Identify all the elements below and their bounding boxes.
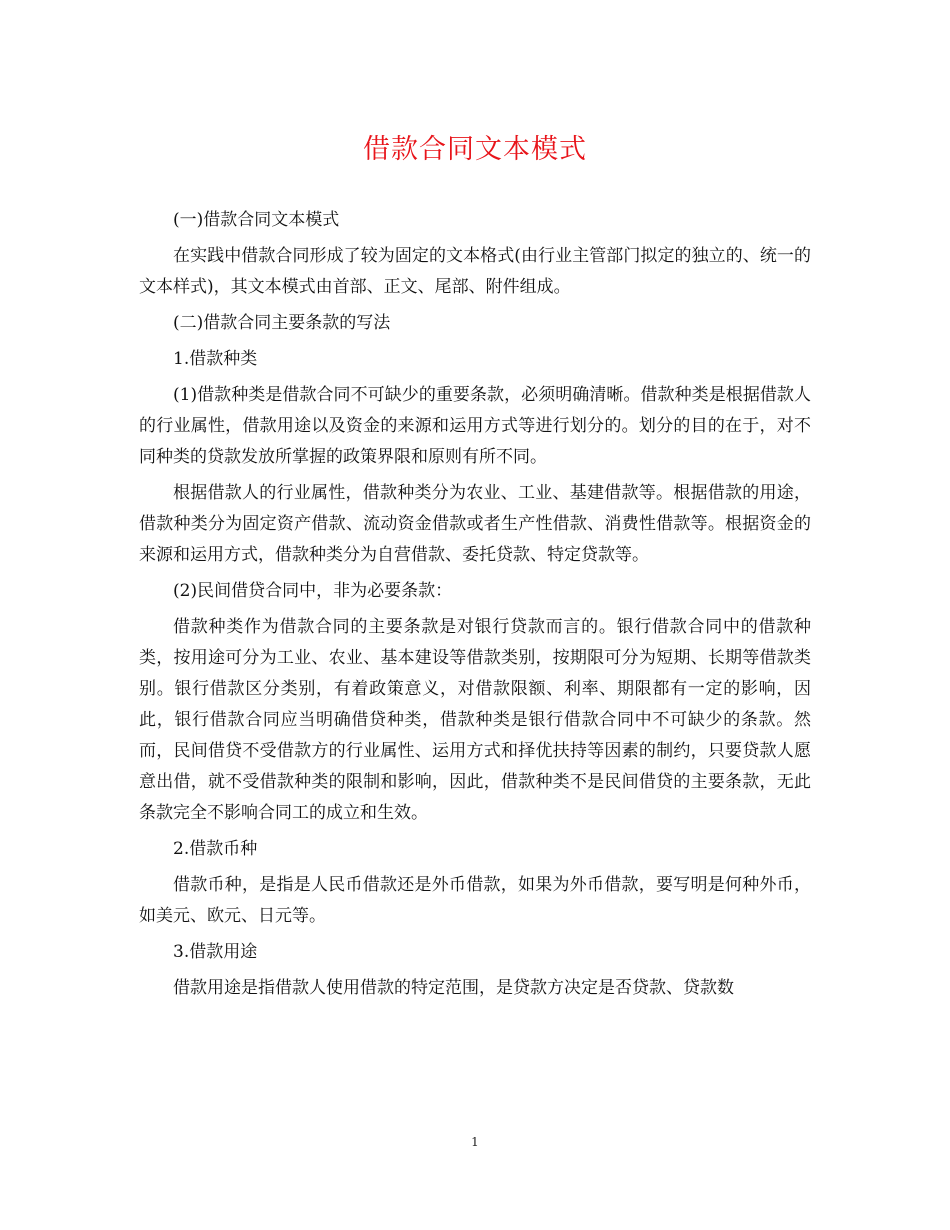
paragraph: 1.借款种类 <box>173 349 258 369</box>
paragraph: 借款币种，是指是人民币借款还是外币借款，如果为外币借款，要写明是何种外币，如美元、欧元、日元等。 <box>139 875 811 926</box>
paragraph: (二)借款合同主要条款的写法 <box>173 313 391 333</box>
paragraph: 根据借款人的行业属性，借款种类分为农业、工业、基建借款等。根据借款的用途，借款种类分为固定资产借款、流动资金借款或者生产性借款、消费性借款等。根据资金的来源和运用方式，借款种类分为自营借款、委托贷款、特定贷款等。 <box>139 483 811 565</box>
paragraph: (2)民间借贷合同中，非为必要条款： <box>173 581 453 601</box>
paragraph: (一)借款合同文本模式 <box>173 210 340 230</box>
paragraph: 在实践中借款合同形成了较为固定的文本格式(由行业主管部门拟定的独立的、统一的文本样式)，其文本模式由首部、正文、尾部、附件组成。 <box>139 246 811 297</box>
paragraph: 借款种类作为借款合同的主要条款是对银行贷款而言的。银行借款合同中的借款种类，按用途可分为工业、农业、基本建设等借款类别，按期限可分为短期、长期等借款类别。银行借款区分类别，有着政策意义，对借款限额、利率、期限都有一定的影响，因此，银行借款合同应当明确借贷种类，借款种类是银行借款合同中不可缺少的条款。然而，民间借贷不受借款方的行业属性、运用方式和择优扶持等因素的制约，只要贷款人愿意出借，就不受借款种类的限制和影响，因此，借款种类不是民间借贷的主要条款，无此条款完全不影响合同工的成立和生效。 <box>139 617 811 823</box>
paragraph: (1)借款种类是借款合同不可缺少的重要条款，必须明确清晰。借款种类是根据借款人的行业属性，借款用途以及资金的来源和运用方式等进行划分的。划分的目的在于，对不同种类的贷款发放所掌握的政策界限和原则有所不同。 <box>139 385 811 467</box>
paragraph: 借款用途是指借款人使用借款的特定范围，是贷款方决定是否贷款、贷款数 <box>173 978 734 998</box>
paragraph: 3.借款用途 <box>173 942 258 962</box>
document-body <box>139 205 811 1009</box>
document-title: 借款合同文本模式 <box>363 134 587 165</box>
paragraph: 2.借款币种 <box>173 839 258 859</box>
page-number: 1 <box>471 1135 479 1149</box>
